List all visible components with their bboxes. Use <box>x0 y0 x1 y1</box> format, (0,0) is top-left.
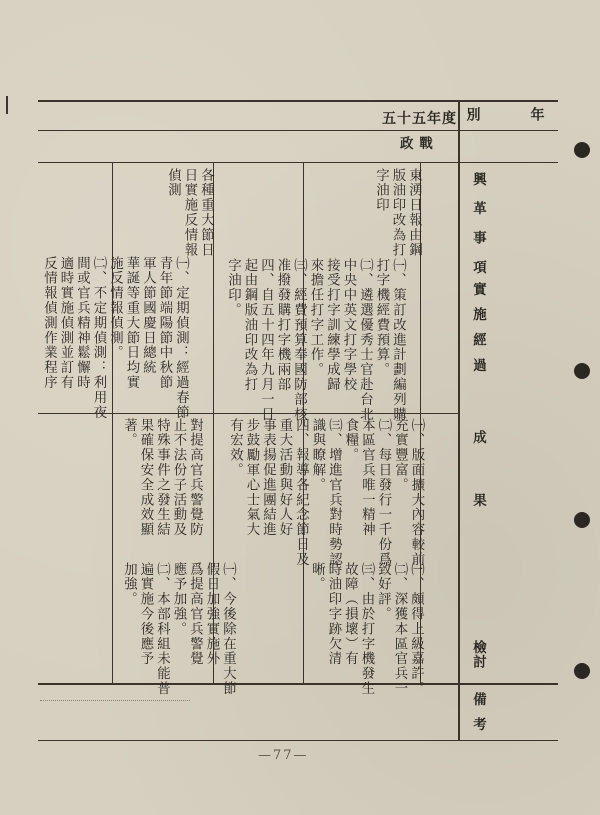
table-top-rule <box>38 100 558 102</box>
category-political: 政戰 <box>400 136 439 152</box>
header-rule <box>38 130 558 131</box>
dotted-mark <box>40 700 190 711</box>
row-label-notes: 備考 <box>470 692 487 743</box>
row-label-effect: 成果 <box>470 430 487 557</box>
implementation-newspaper: ㈠、策訂改進計劃編列購 打字機經費預算。 ㈡、遴選優秀士官赴台北 中央中英文打字學校 接受打字訓練學成歸 來擔任打字工作。 ㈢、經費預算奉國防部核 准撥發購打字機兩部 四、自五十四年九月一日 起由鋼版油印改為打 字油印。 <box>225 258 406 422</box>
review-newspaper: ㈠、頗得上級嘉許。 ㈡、深獲本區官兵一 致好評。 ㈢、由於打字機發生 故障（損壞）有 時油印字跡欠清 晰。 <box>309 562 424 697</box>
column-rule <box>458 100 460 740</box>
row-label-review: 檢討 <box>470 640 487 670</box>
row-rule <box>38 162 558 163</box>
binding-mark <box>6 96 8 114</box>
result-counter-intel: 對提高官兵警覺防 止不法份子活動及 特殊事件之發生結 果確保安全成效顯 著。 <box>121 418 203 538</box>
header-year-label: 年 <box>528 107 545 123</box>
punch-hole <box>574 512 590 528</box>
punch-hole <box>574 142 590 158</box>
row-label-category: 興革事項 <box>470 172 487 290</box>
header-column-label: 別 <box>464 107 481 123</box>
row-rule <box>38 683 558 685</box>
result-newspaper: ㈠、版面擴大內容較前 充實豐富。 ㈡、每日發行一千份爲 本區官兵唯一精神 食糧。 ㈢、增進官兵對時勢認 識與瞭解。 四、報導各紀念節日及 重大活動與好人好 事表揚促進團結進 步鼓勵軍心士氣大 有宏效。 <box>227 418 424 567</box>
page-number: —77— <box>258 748 309 763</box>
punch-hole <box>574 363 590 379</box>
header-year-value: 五十五年度 <box>382 111 457 127</box>
row-label-implementation: 實施經過 <box>470 282 487 384</box>
item-newspaper: 東湧日報由鋼 版油印改為打 字油印 <box>373 168 422 258</box>
review-counter-intel: ㈠、今後除在重大節 假日加強實施外 爲提高官兵警覺 應予加強。 ㈡、本部科組未能普 遍實施今後應予 加強。 <box>121 562 236 697</box>
punch-hole <box>574 663 590 679</box>
column-rule <box>112 162 113 683</box>
item-counter-intel: 各種重大節日 日實施反情報 偵測 <box>165 168 214 258</box>
implementation-counter-intel: ㈠、定期偵測：經過春節 青年節端陽節中秋節 軍人節國慶日總統 華誕等重大節日均實 施反情報偵測。 ㈡、不定期偵測：利用夜 間或官兵精神鬆懈時 適時實施偵測並訂有 反情報偵測作業程序 <box>41 256 189 420</box>
